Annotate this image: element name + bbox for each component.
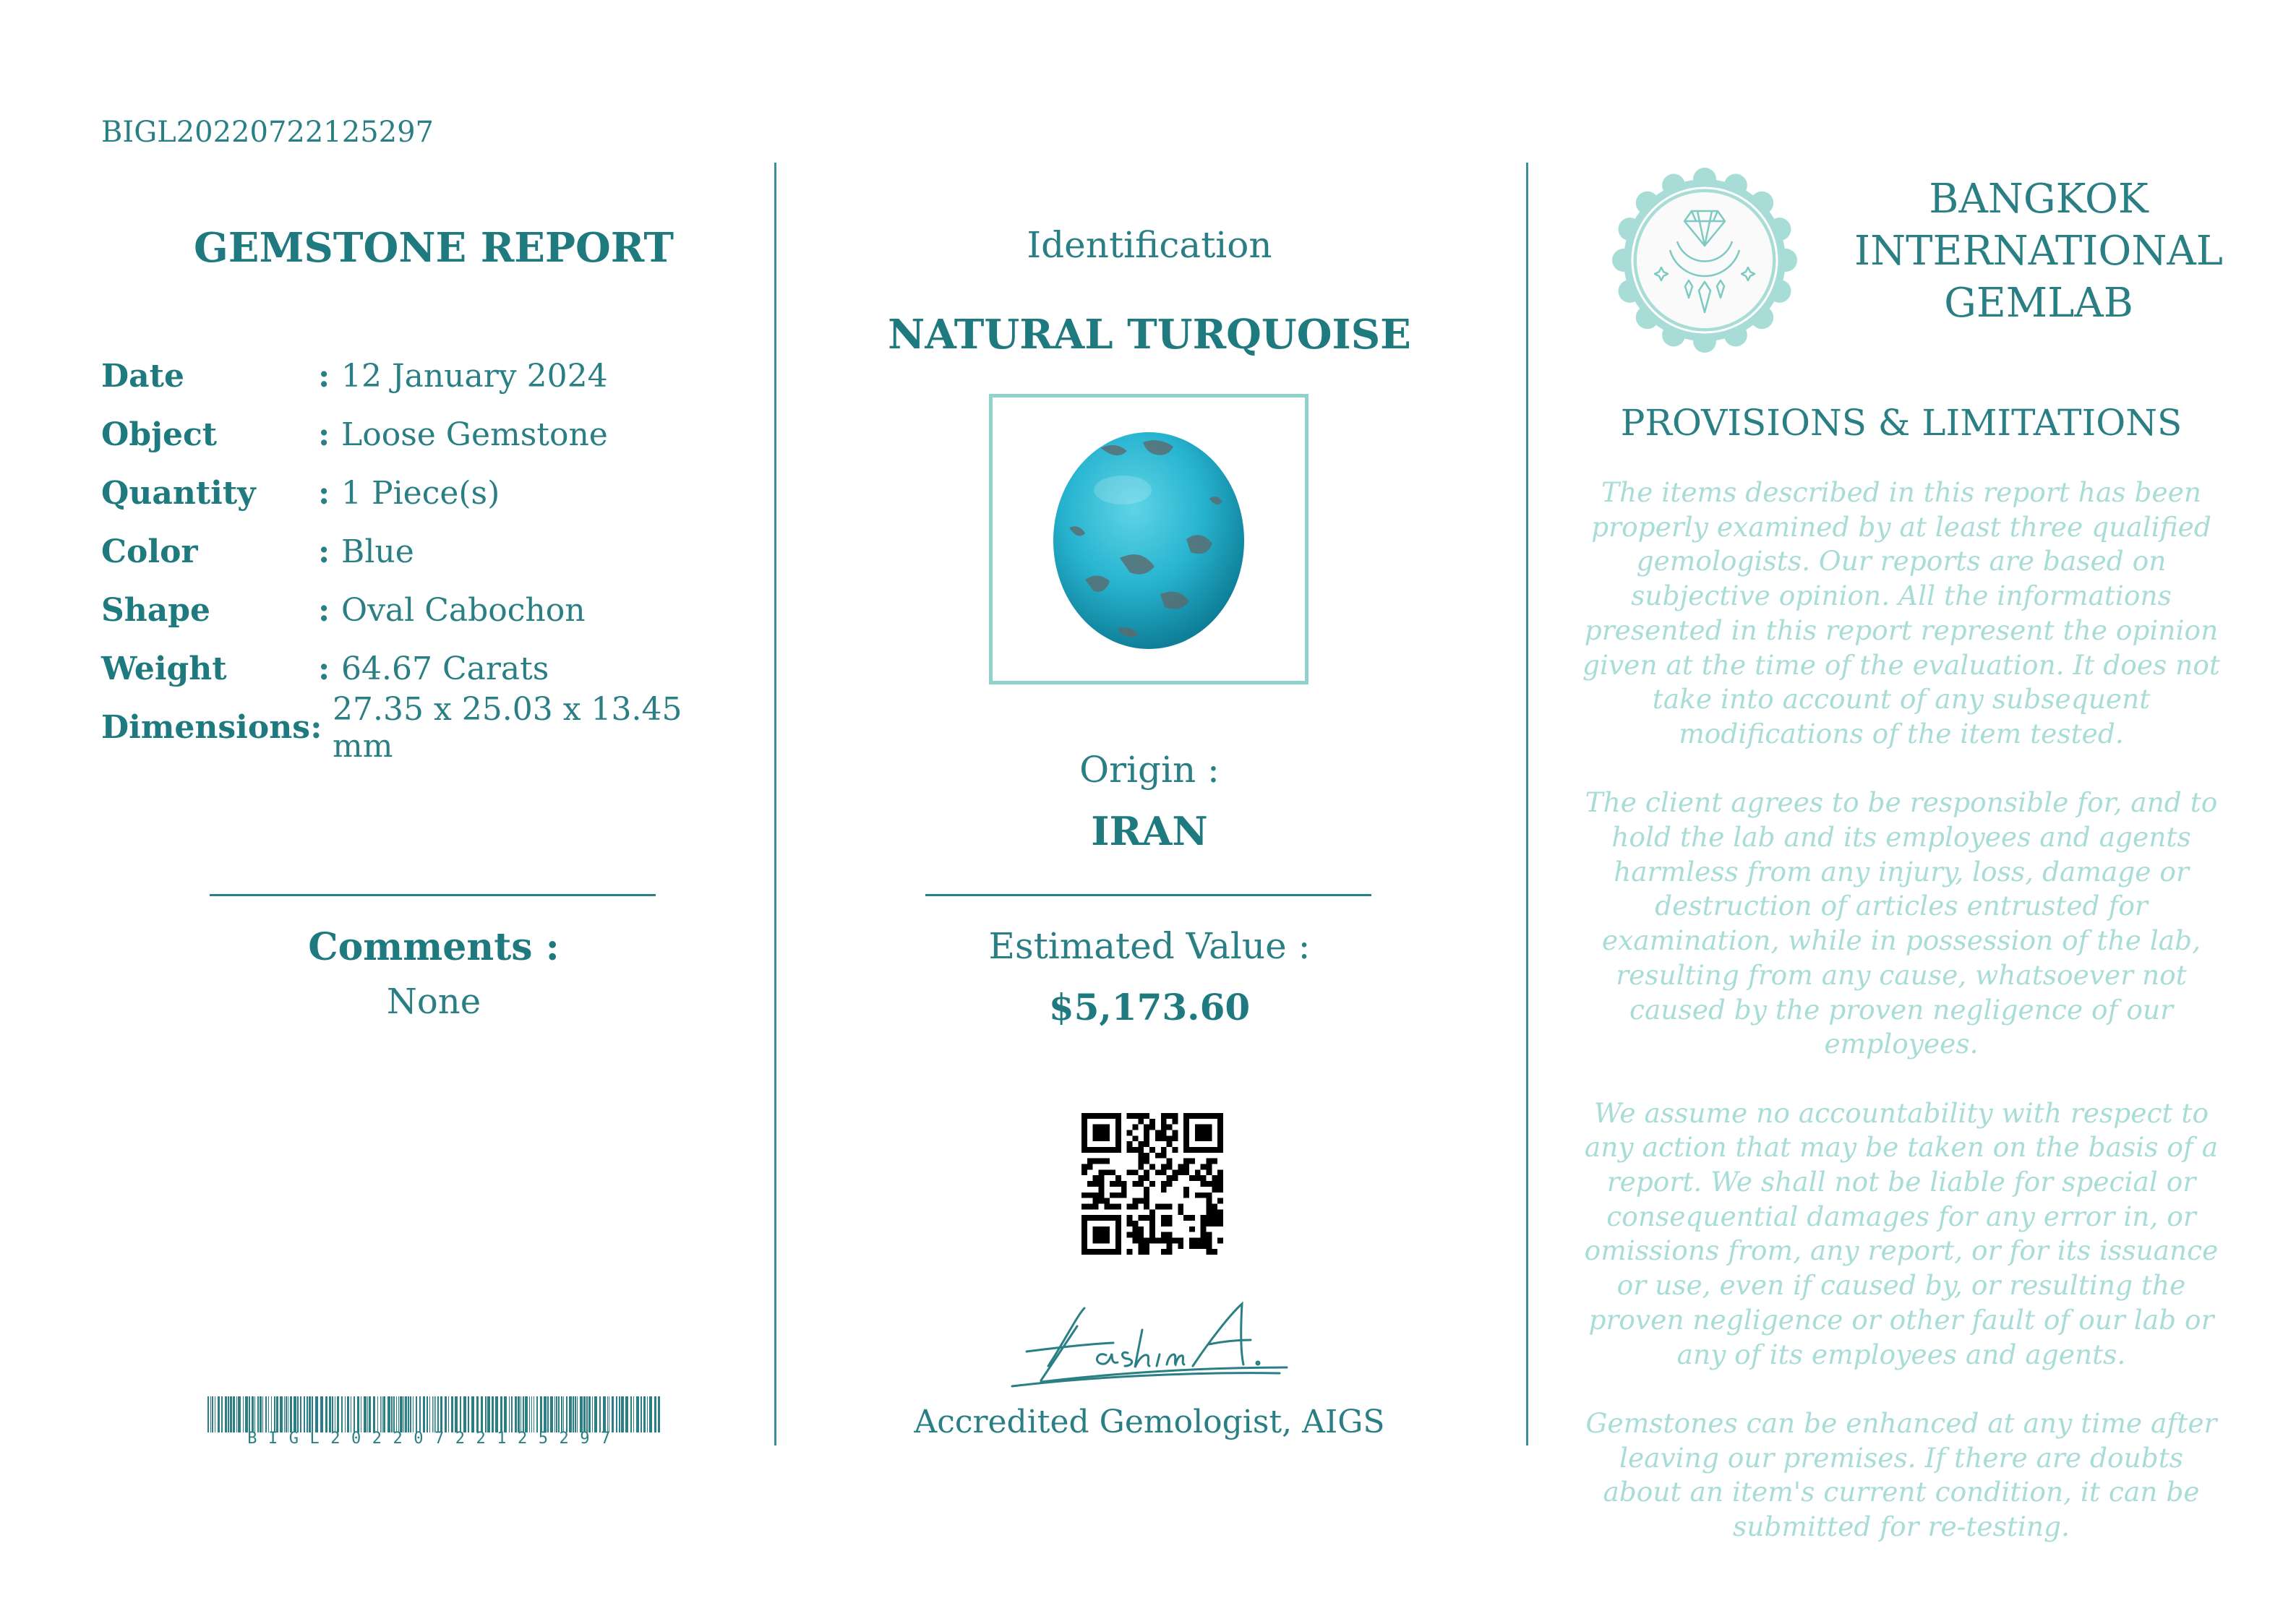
provisions-paragraph: The client agrees to be responsible for, and to hold the lab and its employees and agents harmless from any injury, loss, damage or destruction of articles entrusted for examination, while in possession of the lab, resulting from any cause, whatsoever not caused by the proven negligence of our employees. <box>1585 786 2218 1060</box>
report-title: GEMSTONE REPORT <box>193 224 674 272</box>
lab-name: BANGKOK INTERNATIONAL GEMLAB <box>1854 176 2223 327</box>
detail-value: Oval Cabochon <box>341 592 586 629</box>
detail-label: Dimensions <box>101 709 311 746</box>
detail-label: Weight <box>101 650 227 687</box>
detail-label: Date <box>101 358 184 395</box>
qr-code-icon[interactable] <box>1081 1113 1223 1255</box>
column-divider-left <box>774 163 776 1445</box>
detail-label: Quantity <box>101 475 256 512</box>
gemologist-title: Accredited Gemologist, AIGS <box>914 1404 1385 1440</box>
details-table <box>101 347 737 765</box>
origin-value: IRAN <box>1091 808 1208 854</box>
comments-label: Comments : <box>308 925 560 969</box>
identification-value: NATURAL TURQUOISE <box>888 311 1411 358</box>
value-divider <box>925 894 1371 896</box>
detail-label: Object <box>101 416 218 453</box>
detail-row-weight <box>101 640 737 698</box>
detail-value: Blue <box>341 533 414 570</box>
detail-value: Loose Gemstone <box>341 416 608 453</box>
detail-separator: : <box>318 533 330 570</box>
detail-row-shape <box>101 581 737 640</box>
origin-label: Origin : <box>1079 749 1220 791</box>
estimated-value: $5,173.60 <box>1048 986 1251 1028</box>
provisions-paragraph: The items described in this report has been properly examined by at least three qualified gemologists. Our reports are based on subjective opinion. All the informations presented in this report represent the opinion given at the time of the evaluation. It does not take into account of any subsequent modifications of the item tested. <box>1582 476 2220 749</box>
barcode-icon <box>207 1396 661 1432</box>
detail-separator: : <box>318 416 330 453</box>
provisions-paragraph: Gemstones can be enhanced at any time after leaving our premises. If there are doubts about an item's current condition, it can be submitted for re-testing. <box>1585 1406 2217 1543</box>
detail-label: Shape <box>101 592 211 629</box>
signature-icon <box>998 1286 1301 1395</box>
column-divider-right <box>1526 163 1528 1445</box>
provisions-title: PROVISIONS & LIMITATIONS <box>1620 402 2183 444</box>
identification-label: Identification <box>1027 224 1272 266</box>
detail-label: Color <box>101 533 198 570</box>
detail-row-dimensions <box>101 690 737 765</box>
gemstone-photo <box>989 394 1308 684</box>
detail-separator: : <box>318 358 330 395</box>
estimated-value-label: Estimated Value : <box>988 925 1311 967</box>
detail-separator: : <box>310 709 322 746</box>
detail-separator: : <box>318 475 330 512</box>
gemlab-seal-icon <box>1611 166 1799 354</box>
detail-value: 12 January 2024 <box>341 358 608 395</box>
provisions-body <box>1576 476 2227 1578</box>
detail-row-object <box>101 405 737 464</box>
barcode-text: BIGL20220722125297 <box>247 1430 622 1448</box>
report-id: BIGL20220722125297 <box>101 116 434 149</box>
comments-value: None <box>386 981 481 1022</box>
turquoise-stone-icon <box>993 398 1305 681</box>
detail-value: 27.35 x 25.03 x 13.45 mm <box>333 690 682 765</box>
detail-row-color <box>101 523 737 581</box>
provisions-paragraph: We assume no accountability with respect to any action that may be taken on the basis of a report. We shall not be liable for special or consequential damages for any error in, or omissions from, any report, or for its issuance or use, even if caused by, or resulting the proven negligence or other fault of our lab or any of its employees and agents. <box>1584 1096 2219 1370</box>
detail-separator: : <box>318 592 330 629</box>
detail-value: 1 Piece(s) <box>341 475 500 512</box>
detail-separator: : <box>318 650 330 687</box>
detail-row-date <box>101 347 737 405</box>
detail-row-quantity <box>101 464 737 523</box>
detail-value: 64.67 Carats <box>341 650 549 687</box>
comments-divider <box>210 894 656 896</box>
